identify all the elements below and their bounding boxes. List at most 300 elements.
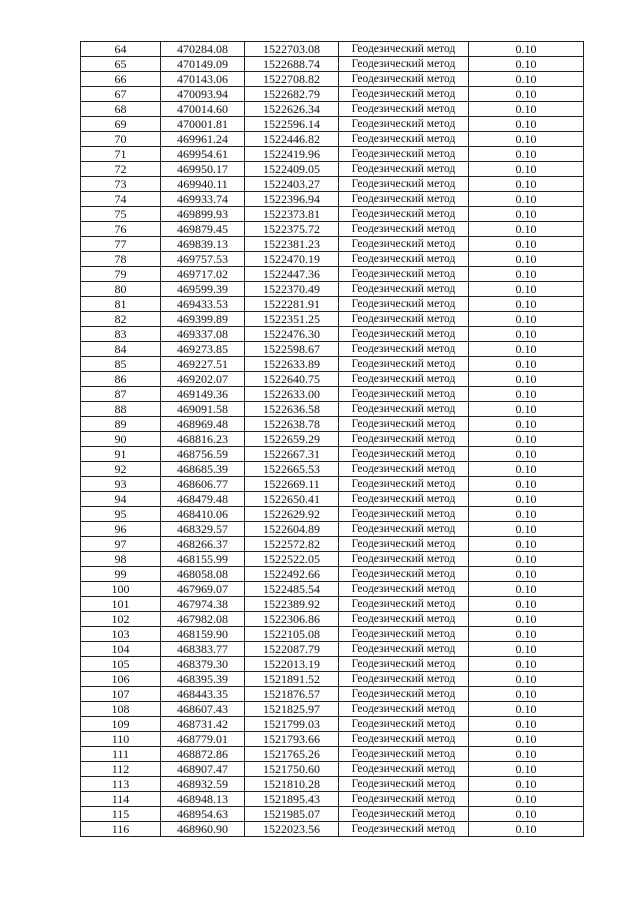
accuracy-cell: 0.10: [469, 477, 584, 492]
x-coordinate-cell: 468395.39: [161, 672, 245, 687]
point-number-cell: 106: [81, 672, 161, 687]
point-number-cell: 112: [81, 762, 161, 777]
accuracy-cell: 0.10: [469, 822, 584, 837]
y-coordinate-cell: 1521985.07: [245, 807, 339, 822]
point-number-cell: 85: [81, 357, 161, 372]
y-coordinate-cell: 1521799.03: [245, 717, 339, 732]
y-coordinate-cell: 1522105.08: [245, 627, 339, 642]
point-number-cell: 92: [81, 462, 161, 477]
x-coordinate-cell: 468872.86: [161, 747, 245, 762]
x-coordinate-cell: 469839.13: [161, 237, 245, 252]
table-row: [81, 252, 584, 267]
accuracy-cell: 0.10: [469, 462, 584, 477]
table-row: [81, 762, 584, 777]
accuracy-cell: 0.10: [469, 657, 584, 672]
point-number-cell: 73: [81, 177, 161, 192]
table-row: [81, 282, 584, 297]
accuracy-cell: 0.10: [469, 687, 584, 702]
accuracy-cell: 0.10: [469, 342, 584, 357]
method-cell: Геодезический метод: [339, 732, 469, 747]
point-number-cell: 81: [81, 297, 161, 312]
method-cell: Геодезический метод: [339, 162, 469, 177]
table-row: [81, 237, 584, 252]
table-row: [81, 612, 584, 627]
accuracy-cell: 0.10: [469, 747, 584, 762]
accuracy-cell: 0.10: [469, 72, 584, 87]
x-coordinate-cell: 468779.01: [161, 732, 245, 747]
method-cell: Геодезический метод: [339, 522, 469, 537]
table-row: [81, 522, 584, 537]
table-row: [81, 132, 584, 147]
point-number-cell: 70: [81, 132, 161, 147]
point-number-cell: 105: [81, 657, 161, 672]
x-coordinate-cell: 468266.37: [161, 537, 245, 552]
table-row: [81, 792, 584, 807]
y-coordinate-cell: 1522638.78: [245, 417, 339, 432]
accuracy-cell: 0.10: [469, 627, 584, 642]
y-coordinate-cell: 1522596.14: [245, 117, 339, 132]
x-coordinate-cell: 468479.48: [161, 492, 245, 507]
accuracy-cell: 0.10: [469, 237, 584, 252]
y-coordinate-cell: 1522470.19: [245, 252, 339, 267]
point-number-cell: 115: [81, 807, 161, 822]
point-number-cell: 74: [81, 192, 161, 207]
y-coordinate-cell: 1522447.36: [245, 267, 339, 282]
accuracy-cell: 0.10: [469, 387, 584, 402]
y-coordinate-cell: 1521891.52: [245, 672, 339, 687]
accuracy-cell: 0.10: [469, 147, 584, 162]
y-coordinate-cell: 1522708.82: [245, 72, 339, 87]
y-coordinate-cell: 1522381.23: [245, 237, 339, 252]
accuracy-cell: 0.10: [469, 282, 584, 297]
method-cell: Геодезический метод: [339, 147, 469, 162]
table-row: [81, 402, 584, 417]
point-number-cell: 64: [81, 42, 161, 57]
y-coordinate-cell: 1522281.91: [245, 297, 339, 312]
accuracy-cell: 0.10: [469, 642, 584, 657]
y-coordinate-cell: 1522636.58: [245, 402, 339, 417]
accuracy-cell: 0.10: [469, 87, 584, 102]
y-coordinate-cell: 1522572.82: [245, 537, 339, 552]
y-coordinate-cell: 1522629.92: [245, 507, 339, 522]
point-number-cell: 89: [81, 417, 161, 432]
accuracy-cell: 0.10: [469, 207, 584, 222]
x-coordinate-cell: 470093.94: [161, 87, 245, 102]
table-row: [81, 162, 584, 177]
x-coordinate-cell: 469273.85: [161, 342, 245, 357]
x-coordinate-cell: 469933.74: [161, 192, 245, 207]
point-number-cell: 100: [81, 582, 161, 597]
method-cell: Геодезический метод: [339, 822, 469, 837]
method-cell: Геодезический метод: [339, 87, 469, 102]
method-cell: Геодезический метод: [339, 387, 469, 402]
table-row: [81, 777, 584, 792]
accuracy-cell: 0.10: [469, 162, 584, 177]
method-cell: Геодезический метод: [339, 177, 469, 192]
table-row: [81, 372, 584, 387]
method-cell: Геодезический метод: [339, 297, 469, 312]
point-number-cell: 111: [81, 747, 161, 762]
method-cell: Геодезический метод: [339, 312, 469, 327]
point-number-cell: 76: [81, 222, 161, 237]
accuracy-cell: 0.10: [469, 132, 584, 147]
accuracy-cell: 0.10: [469, 222, 584, 237]
accuracy-cell: 0.10: [469, 177, 584, 192]
method-cell: Геодезический метод: [339, 777, 469, 792]
x-coordinate-cell: 468606.77: [161, 477, 245, 492]
table-row: [81, 597, 584, 612]
method-cell: Геодезический метод: [339, 102, 469, 117]
accuracy-cell: 0.10: [469, 117, 584, 132]
y-coordinate-cell: 1522476.30: [245, 327, 339, 342]
method-cell: Геодезический метод: [339, 462, 469, 477]
y-coordinate-cell: 1521793.66: [245, 732, 339, 747]
method-cell: Геодезический метод: [339, 597, 469, 612]
method-cell: Геодезический метод: [339, 42, 469, 57]
y-coordinate-cell: 1522013.19: [245, 657, 339, 672]
point-number-cell: 91: [81, 447, 161, 462]
table-row: [81, 87, 584, 102]
y-coordinate-cell: 1522023.56: [245, 822, 339, 837]
point-number-cell: 71: [81, 147, 161, 162]
accuracy-cell: 0.10: [469, 522, 584, 537]
x-coordinate-cell: 468410.06: [161, 507, 245, 522]
y-coordinate-cell: 1522492.66: [245, 567, 339, 582]
table-row: [81, 642, 584, 657]
table-row: [81, 687, 584, 702]
point-number-cell: 68: [81, 102, 161, 117]
method-cell: Геодезический метод: [339, 567, 469, 582]
point-number-cell: 93: [81, 477, 161, 492]
x-coordinate-cell: 470284.08: [161, 42, 245, 57]
point-number-cell: 107: [81, 687, 161, 702]
method-cell: Геодезический метод: [339, 192, 469, 207]
x-coordinate-cell: 469202.07: [161, 372, 245, 387]
point-number-cell: 72: [81, 162, 161, 177]
table-body: [81, 42, 584, 837]
point-number-cell: 67: [81, 87, 161, 102]
y-coordinate-cell: 1522604.89: [245, 522, 339, 537]
accuracy-cell: 0.10: [469, 57, 584, 72]
point-number-cell: 98: [81, 552, 161, 567]
point-number-cell: 83: [81, 327, 161, 342]
y-coordinate-cell: 1521750.60: [245, 762, 339, 777]
y-coordinate-cell: 1522633.89: [245, 357, 339, 372]
accuracy-cell: 0.10: [469, 402, 584, 417]
method-cell: Геодезический метод: [339, 327, 469, 342]
method-cell: Геодезический метод: [339, 57, 469, 72]
table-row: [81, 342, 584, 357]
table-row: [81, 732, 584, 747]
accuracy-cell: 0.10: [469, 327, 584, 342]
table-row: [81, 717, 584, 732]
accuracy-cell: 0.10: [469, 762, 584, 777]
point-number-cell: 110: [81, 732, 161, 747]
accuracy-cell: 0.10: [469, 447, 584, 462]
x-coordinate-cell: 469940.11: [161, 177, 245, 192]
method-cell: Геодезический метод: [339, 72, 469, 87]
x-coordinate-cell: 469227.51: [161, 357, 245, 372]
method-cell: Геодезический метод: [339, 267, 469, 282]
y-coordinate-cell: 1522351.25: [245, 312, 339, 327]
y-coordinate-cell: 1522682.79: [245, 87, 339, 102]
accuracy-cell: 0.10: [469, 582, 584, 597]
y-coordinate-cell: 1522626.34: [245, 102, 339, 117]
method-cell: Геодезический метод: [339, 477, 469, 492]
accuracy-cell: 0.10: [469, 492, 584, 507]
accuracy-cell: 0.10: [469, 777, 584, 792]
x-coordinate-cell: 470143.06: [161, 72, 245, 87]
y-coordinate-cell: 1522659.29: [245, 432, 339, 447]
y-coordinate-cell: 1522688.74: [245, 57, 339, 72]
method-cell: Геодезический метод: [339, 282, 469, 297]
method-cell: Геодезический метод: [339, 432, 469, 447]
point-number-cell: 90: [81, 432, 161, 447]
x-coordinate-cell: 469091.58: [161, 402, 245, 417]
accuracy-cell: 0.10: [469, 252, 584, 267]
x-coordinate-cell: 467982.08: [161, 612, 245, 627]
y-coordinate-cell: 1522665.53: [245, 462, 339, 477]
x-coordinate-cell: 468954.63: [161, 807, 245, 822]
point-number-cell: 88: [81, 402, 161, 417]
method-cell: Геодезический метод: [339, 762, 469, 777]
y-coordinate-cell: 1522669.11: [245, 477, 339, 492]
y-coordinate-cell: 1521765.26: [245, 747, 339, 762]
accuracy-cell: 0.10: [469, 597, 584, 612]
point-number-cell: 87: [81, 387, 161, 402]
table-row: [81, 672, 584, 687]
accuracy-cell: 0.10: [469, 372, 584, 387]
table-row: [81, 387, 584, 402]
accuracy-cell: 0.10: [469, 312, 584, 327]
x-coordinate-cell: 469961.24: [161, 132, 245, 147]
method-cell: Геодезический метод: [339, 492, 469, 507]
table-row: [81, 432, 584, 447]
accuracy-cell: 0.10: [469, 297, 584, 312]
method-cell: Геодезический метод: [339, 222, 469, 237]
y-coordinate-cell: 1522598.67: [245, 342, 339, 357]
table-row: [81, 192, 584, 207]
x-coordinate-cell: 468159.90: [161, 627, 245, 642]
y-coordinate-cell: 1522306.86: [245, 612, 339, 627]
table-row: [81, 102, 584, 117]
accuracy-cell: 0.10: [469, 732, 584, 747]
x-coordinate-cell: 470149.09: [161, 57, 245, 72]
method-cell: Геодезический метод: [339, 807, 469, 822]
y-coordinate-cell: 1522633.00: [245, 387, 339, 402]
table-row: [81, 42, 584, 57]
point-number-cell: 114: [81, 792, 161, 807]
accuracy-cell: 0.10: [469, 537, 584, 552]
table-row: [81, 117, 584, 132]
y-coordinate-cell: 1522409.05: [245, 162, 339, 177]
table-row: [81, 552, 584, 567]
point-number-cell: 103: [81, 627, 161, 642]
y-coordinate-cell: 1522522.05: [245, 552, 339, 567]
x-coordinate-cell: 470001.81: [161, 117, 245, 132]
point-number-cell: 86: [81, 372, 161, 387]
point-number-cell: 65: [81, 57, 161, 72]
method-cell: Геодезический метод: [339, 252, 469, 267]
table-row: [81, 312, 584, 327]
x-coordinate-cell: 468756.59: [161, 447, 245, 462]
table-row: [81, 267, 584, 282]
y-coordinate-cell: 1522087.79: [245, 642, 339, 657]
x-coordinate-cell: 468731.42: [161, 717, 245, 732]
accuracy-cell: 0.10: [469, 792, 584, 807]
point-number-cell: 99: [81, 567, 161, 582]
x-coordinate-cell: 469954.61: [161, 147, 245, 162]
method-cell: Геодезический метод: [339, 402, 469, 417]
table-row: [81, 657, 584, 672]
accuracy-cell: 0.10: [469, 702, 584, 717]
y-coordinate-cell: 1522370.49: [245, 282, 339, 297]
method-cell: Геодезический метод: [339, 417, 469, 432]
x-coordinate-cell: 468379.30: [161, 657, 245, 672]
accuracy-cell: 0.10: [469, 507, 584, 522]
x-coordinate-cell: 468607.43: [161, 702, 245, 717]
table-row: [81, 177, 584, 192]
table-row: [81, 627, 584, 642]
table-row: [81, 822, 584, 837]
point-number-cell: 78: [81, 252, 161, 267]
point-number-cell: 69: [81, 117, 161, 132]
x-coordinate-cell: 468907.47: [161, 762, 245, 777]
x-coordinate-cell: 468932.59: [161, 777, 245, 792]
y-coordinate-cell: 1522389.92: [245, 597, 339, 612]
method-cell: Геодезический метод: [339, 537, 469, 552]
accuracy-cell: 0.10: [469, 417, 584, 432]
accuracy-cell: 0.10: [469, 567, 584, 582]
accuracy-cell: 0.10: [469, 267, 584, 282]
accuracy-cell: 0.10: [469, 102, 584, 117]
method-cell: Геодезический метод: [339, 747, 469, 762]
table-row: [81, 477, 584, 492]
accuracy-cell: 0.10: [469, 672, 584, 687]
table-row: [81, 57, 584, 72]
x-coordinate-cell: 468383.77: [161, 642, 245, 657]
x-coordinate-cell: 468816.23: [161, 432, 245, 447]
point-number-cell: 97: [81, 537, 161, 552]
y-coordinate-cell: 1522485.54: [245, 582, 339, 597]
table-row: [81, 447, 584, 462]
x-coordinate-cell: 469950.17: [161, 162, 245, 177]
table-row: [81, 72, 584, 87]
y-coordinate-cell: 1522667.31: [245, 447, 339, 462]
table-row: [81, 807, 584, 822]
accuracy-cell: 0.10: [469, 42, 584, 57]
x-coordinate-cell: 469899.93: [161, 207, 245, 222]
point-number-cell: 104: [81, 642, 161, 657]
table-row: [81, 537, 584, 552]
method-cell: Геодезический метод: [339, 357, 469, 372]
y-coordinate-cell: 1522446.82: [245, 132, 339, 147]
y-coordinate-cell: 1521895.43: [245, 792, 339, 807]
point-number-cell: 102: [81, 612, 161, 627]
point-number-cell: 82: [81, 312, 161, 327]
method-cell: Геодезический метод: [339, 702, 469, 717]
accuracy-cell: 0.10: [469, 807, 584, 822]
x-coordinate-cell: 468155.99: [161, 552, 245, 567]
x-coordinate-cell: 469879.45: [161, 222, 245, 237]
y-coordinate-cell: 1521810.28: [245, 777, 339, 792]
point-number-cell: 79: [81, 267, 161, 282]
table-row: [81, 327, 584, 342]
point-number-cell: 108: [81, 702, 161, 717]
point-number-cell: 77: [81, 237, 161, 252]
table-row: [81, 297, 584, 312]
y-coordinate-cell: 1522403.27: [245, 177, 339, 192]
accuracy-cell: 0.10: [469, 357, 584, 372]
table-row: [81, 747, 584, 762]
point-number-cell: 80: [81, 282, 161, 297]
x-coordinate-cell: 468443.35: [161, 687, 245, 702]
method-cell: Геодезический метод: [339, 687, 469, 702]
method-cell: Геодезический метод: [339, 342, 469, 357]
method-cell: Геодезический метод: [339, 237, 469, 252]
x-coordinate-cell: 468960.90: [161, 822, 245, 837]
point-number-cell: 94: [81, 492, 161, 507]
method-cell: Геодезический метод: [339, 792, 469, 807]
y-coordinate-cell: 1522640.75: [245, 372, 339, 387]
table-row: [81, 507, 584, 522]
method-cell: Геодезический метод: [339, 642, 469, 657]
point-number-cell: 84: [81, 342, 161, 357]
accuracy-cell: 0.10: [469, 717, 584, 732]
y-coordinate-cell: 1522703.08: [245, 42, 339, 57]
x-coordinate-cell: 469433.53: [161, 297, 245, 312]
x-coordinate-cell: 468969.48: [161, 417, 245, 432]
point-number-cell: 109: [81, 717, 161, 732]
x-coordinate-cell: 468058.08: [161, 567, 245, 582]
accuracy-cell: 0.10: [469, 432, 584, 447]
method-cell: Геодезический метод: [339, 132, 469, 147]
accuracy-cell: 0.10: [469, 192, 584, 207]
method-cell: Геодезический метод: [339, 372, 469, 387]
method-cell: Геодезический метод: [339, 717, 469, 732]
point-number-cell: 66: [81, 72, 161, 87]
x-coordinate-cell: 468329.57: [161, 522, 245, 537]
method-cell: Геодезический метод: [339, 552, 469, 567]
method-cell: Геодезический метод: [339, 582, 469, 597]
method-cell: Геодезический метод: [339, 507, 469, 522]
accuracy-cell: 0.10: [469, 612, 584, 627]
y-coordinate-cell: 1522375.72: [245, 222, 339, 237]
coordinates-table: [80, 41, 584, 837]
x-coordinate-cell: 467974.38: [161, 597, 245, 612]
accuracy-cell: 0.10: [469, 552, 584, 567]
x-coordinate-cell: 469599.39: [161, 282, 245, 297]
table-row: [81, 222, 584, 237]
method-cell: Геодезический метод: [339, 447, 469, 462]
point-number-cell: 101: [81, 597, 161, 612]
y-coordinate-cell: 1522650.41: [245, 492, 339, 507]
method-cell: Геодезический метод: [339, 657, 469, 672]
table-row: [81, 147, 584, 162]
x-coordinate-cell: 469337.08: [161, 327, 245, 342]
x-coordinate-cell: 468948.13: [161, 792, 245, 807]
table-row: [81, 582, 584, 597]
y-coordinate-cell: 1522396.94: [245, 192, 339, 207]
table-row: [81, 492, 584, 507]
point-number-cell: 75: [81, 207, 161, 222]
x-coordinate-cell: 469149.36: [161, 387, 245, 402]
method-cell: Геодезический метод: [339, 117, 469, 132]
table-row: [81, 702, 584, 717]
method-cell: Геодезический метод: [339, 627, 469, 642]
table-row: [81, 207, 584, 222]
x-coordinate-cell: 470014.60: [161, 102, 245, 117]
